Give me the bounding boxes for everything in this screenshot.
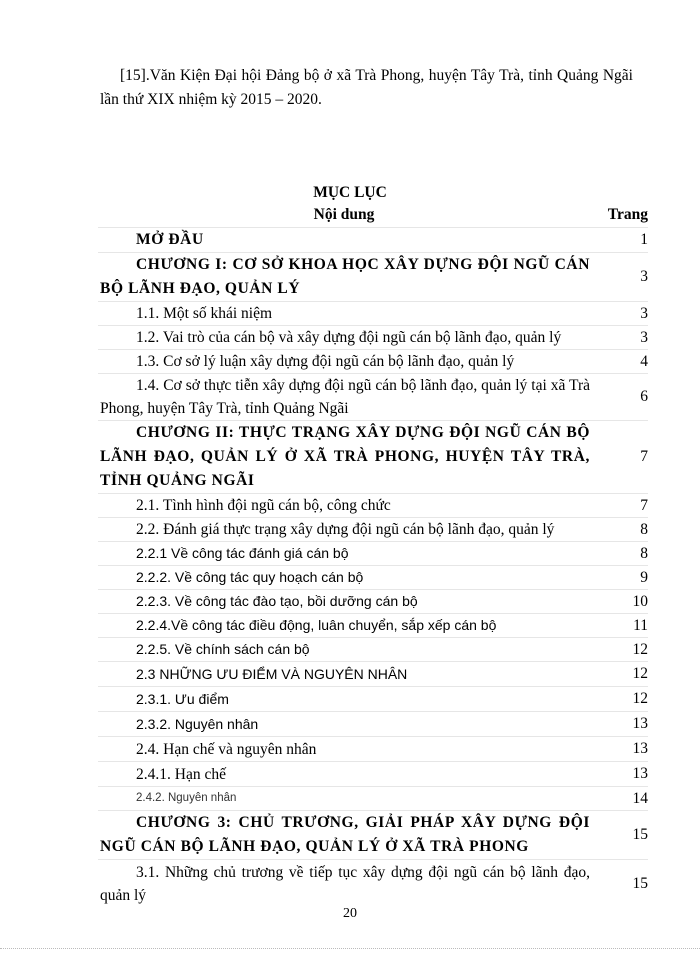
toc-row [98, 253, 648, 302]
toc-entry-text: 3.1. Những chủ trương về tiếp tục xây dựng đội ngũ cán bộ lãnh đạo, quản lý [98, 860, 590, 908]
toc-entry-text: 1.2. Vai trò của cán bộ và xây dựng đội ngũ cán bộ lãnh đạo, quản lý [98, 326, 590, 350]
toc-entry-text: 2.2. Đánh giá thực trạng xây dựng đội ngũ cán bộ lãnh đạo, quản lý [98, 518, 590, 542]
column-header-content: Nội dung [313, 206, 375, 223]
toc-entry-page: 7 [590, 421, 648, 494]
toc-entry-text: 2.4. Hạn chế và nguyên nhân [98, 737, 590, 762]
toc-entry-page: 9 [590, 566, 648, 590]
reference-entry: [15].Văn Kiện Đại hội Đảng bộ ở xã Trà Phong, huyện Tây Trà, tỉnh Quảng Ngãi lần thứ XIX nhiệm kỳ 2015 – 2020. [100, 67, 633, 108]
toc-entry-page: 7 [590, 494, 648, 518]
toc-row [98, 590, 648, 614]
toc-row [98, 662, 648, 687]
toc-row [98, 518, 648, 542]
toc-entry-page: 4 [590, 350, 648, 374]
toc-entry-text: 1.1. Một số khái niệm [98, 302, 590, 326]
toc-header-row [98, 203, 648, 228]
table-of-contents [98, 203, 648, 908]
toc-entry-page: 11 [590, 614, 648, 638]
toc-entry-text: 2.2.3. Về công tác đào tạo, bồi dưỡng cán bộ [98, 590, 590, 614]
toc-row [98, 860, 648, 908]
toc-row [98, 421, 648, 494]
toc-entry-page: 15 [590, 811, 648, 860]
toc-row [98, 737, 648, 762]
toc-entry-text: MỞ ĐẦU [98, 228, 590, 253]
toc-row [98, 614, 648, 638]
toc-entry-page: 12 [590, 638, 648, 662]
toc-entry-page: 1 [590, 228, 648, 253]
page-bottom-divider [0, 948, 700, 950]
toc-entry-text: CHƯƠNG I: CƠ SỞ KHOA HỌC XÂY DỰNG ĐỘI NGŨ CÁN BỘ LÃNH ĐẠO, QUẢN LÝ [98, 253, 590, 302]
toc-entry-text: 1.3. Cơ sở lý luận xây dựng đội ngũ cán bộ lãnh đạo, quản lý [98, 350, 590, 374]
toc-entry-page: 14 [590, 787, 648, 811]
toc-entry-text: CHƯƠNG II: THỰC TRẠNG XÂY DỰNG ĐỘI NGŨ CÁN BỘ LÃNH ĐẠO, QUẢN LÝ Ở XÃ TRÀ PHONG, HUYỆN TÂY TRÀ, TỈNH QUẢNG NGÃI [98, 421, 590, 494]
toc-row [98, 302, 648, 326]
toc-entry-page: 3 [590, 326, 648, 350]
toc-row [98, 494, 648, 518]
toc-entry-page: 3 [590, 302, 648, 326]
toc-title: MỤC LỤC [313, 184, 387, 201]
toc-entry-page: 15 [590, 860, 648, 908]
toc-entry-page: 8 [590, 542, 648, 566]
toc-entry-page: 13 [590, 737, 648, 762]
toc-row [98, 350, 648, 374]
toc-entry-text: 2.2.2. Về công tác quy hoạch cán bộ [98, 566, 590, 590]
toc-entry-page: 8 [590, 518, 648, 542]
toc-row [98, 566, 648, 590]
toc-entry-page: 3 [590, 253, 648, 302]
toc-entry-text: 2.2.4.Về công tác điều động, luân chuyển, sắp xếp cán bộ [98, 614, 590, 638]
toc-entry-text: 2.2.1 Về công tác đánh giá cán bộ [98, 542, 590, 566]
toc-entry-text: 2.4.2. Nguyên nhân [98, 787, 590, 811]
toc-row [98, 787, 648, 811]
toc-entry-text: 2.3.2. Nguyên nhân [98, 712, 590, 737]
toc-entry-text: 2.2.5. Về chính sách cán bộ [98, 638, 590, 662]
toc-row [98, 762, 648, 787]
toc-row [98, 811, 648, 860]
column-header-page: Trang [607, 206, 648, 223]
toc-row [98, 542, 648, 566]
toc-entry-page: 13 [590, 762, 648, 787]
toc-entry-page: 12 [590, 662, 648, 687]
toc-entry-text: 1.4. Cơ sở thực tiễn xây dựng đội ngũ cán bộ lãnh đạo, quản lý tại xã Trà Phong, huyện Tây Trà, tỉnh Quảng Ngãi [98, 374, 590, 421]
toc-row [98, 374, 648, 421]
toc-entry-text: CHƯƠNG 3: CHỦ TRƯƠNG, GIẢI PHÁP XÂY DỰNG ĐỘI NGŨ CÁN BỘ LÃNH ĐẠO, QUẢN LÝ Ở XÃ TRÀ PHONG [98, 811, 590, 860]
toc-entry-text: 2.3 NHỮNG ƯU ĐIỂM VÀ NGUYÊN NHÂN [98, 662, 590, 687]
toc-row [98, 712, 648, 737]
toc-row [98, 326, 648, 350]
toc-entry-page: 12 [590, 687, 648, 712]
toc-entry-page: 6 [590, 374, 648, 421]
toc-row [98, 228, 648, 253]
toc-entry-text: 2.4.1. Hạn chế [98, 762, 590, 787]
toc-row [98, 687, 648, 712]
toc-entry-page: 13 [590, 712, 648, 737]
toc-row [98, 638, 648, 662]
toc-entry-text: 2.1. Tình hình đội ngũ cán bộ, công chức [98, 494, 590, 518]
toc-entry-page: 10 [590, 590, 648, 614]
page-number: 20 [343, 906, 357, 921]
toc-entry-text: 2.3.1. Ưu điểm [98, 687, 590, 712]
